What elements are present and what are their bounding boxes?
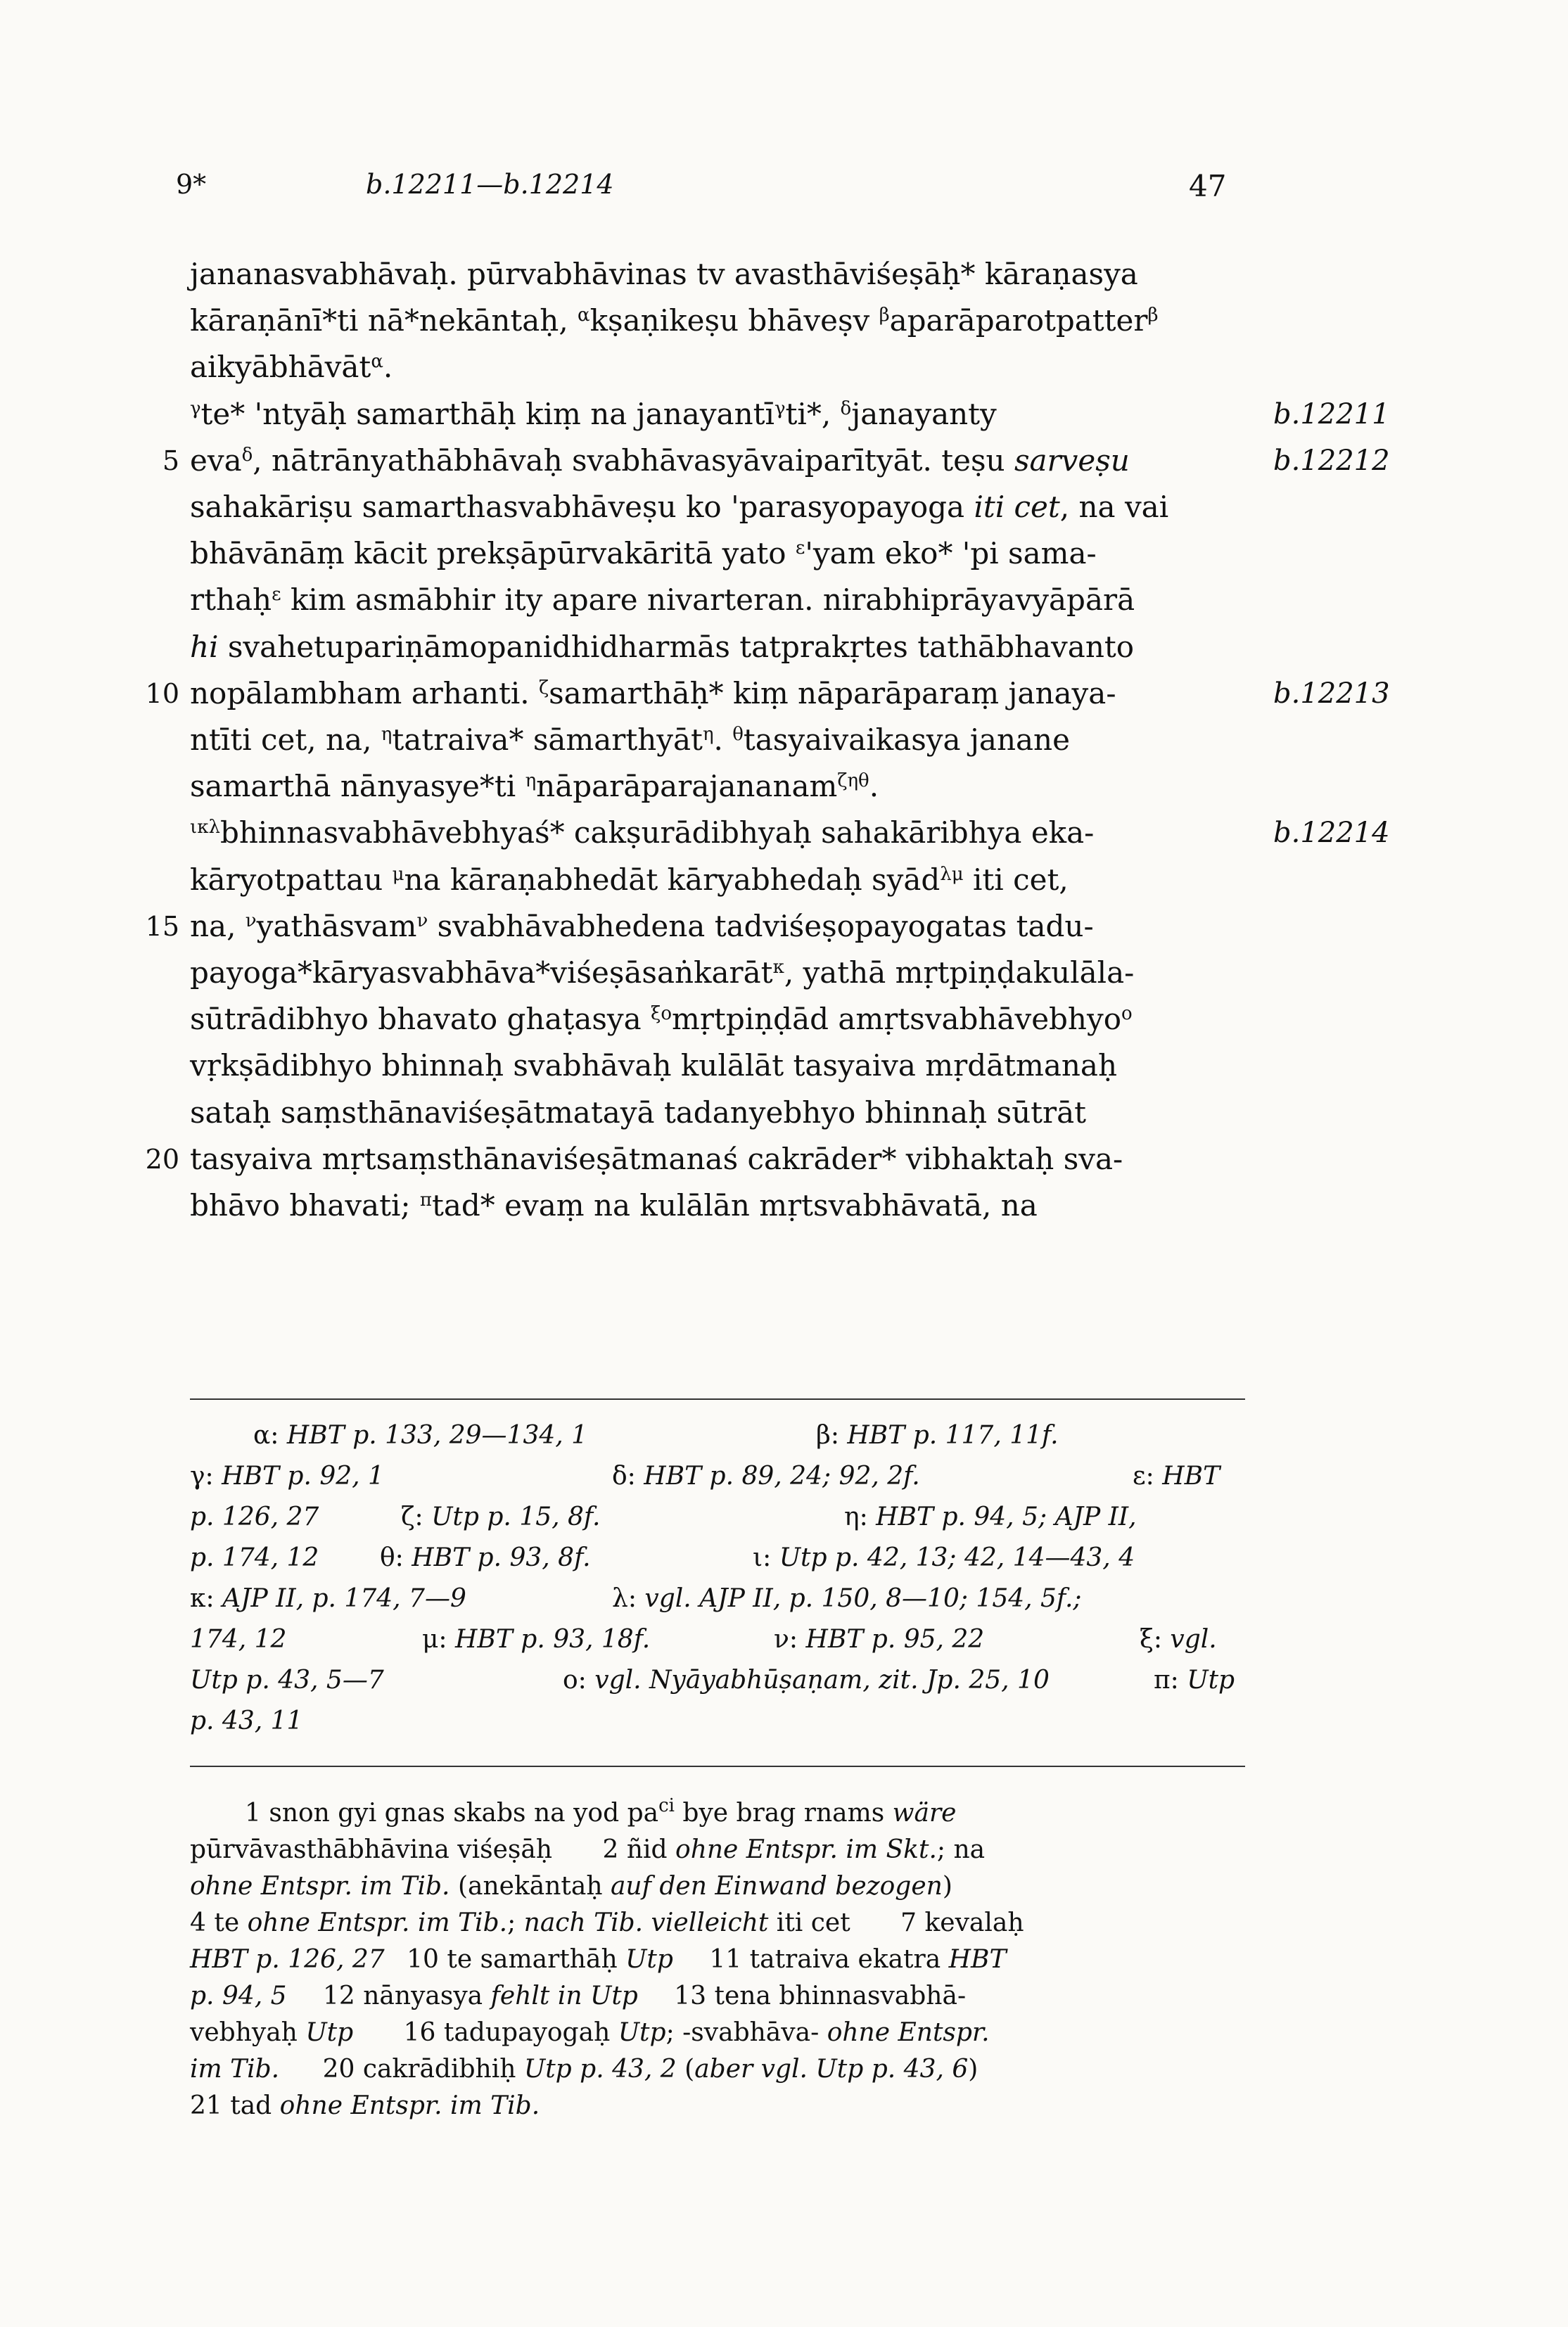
text-line: kāryotpattau $^\mu$na kāraṇabhedāt kāryabhedaḥ syād$^{\lambda\mu}$ iti cet, [190,862,1069,897]
footnote-divider [190,1398,1245,1400]
source-entry: ζ: Utp p. 15, 8f. [401,1503,601,1531]
source-entry: κ: AJP II, p. 174, 7—9 [190,1584,466,1613]
source-entry: δ: HBT p. 89, 24; 92, 2f. [612,1462,920,1491]
source-entry: p. 43, 11 [190,1707,303,1735]
source-line [190,1538,1231,1579]
note-line: vebhyaḥ Utp 16 tadupayogaḥ Utp; -svabhāva- ohne Entspr. [190,2018,990,2047]
text-line: bhāvānāṃ kācit prekṣāpūrvakāritā yato $^\varepsilon$'yam eko* 'pi sama- [190,536,1097,571]
line-number: 20 [145,1143,179,1175]
text-line: kāraṇānī*ti nā*nekāntaḥ, $^\alpha$kṣaṇikeṣu bhāveṣv $^\beta$aparāparotpatter$^\beta$ [190,303,1159,338]
text-line: sūtrādibhyo bhavato ghaṭasya $^{\xi o}$mṛtpiṇḍād amṛtsvabhāvebhyo$^o$ [190,1002,1133,1037]
note-line: p. 94, 5 12 nānyasya fehlt in Utp 13 tena bhinnasvabhā- [190,1982,967,2010]
text-line: payoga*kāryasvabhāva*viśeṣāsaṅkarāt$^\kappa$, yathā mṛtpiṇḍakulāla- [190,955,1135,990]
page-number: 47 [1189,169,1227,203]
source-line [190,1701,1231,1742]
source-entry: θ: HBT p. 93, 8f. [380,1543,591,1572]
notes-divider [190,1766,1245,1767]
source-line [190,1456,1231,1497]
source-entry: p. 126, 27 [190,1503,319,1531]
text-line: jananasvabhāvaḥ. pūrvabhāvinas tv avasthāviśeṣāḥ* kāraṇasya [190,257,1138,291]
line-number: 5 [162,445,179,476]
text-line: eva$^\delta$, nātrānyathābhāvaḥ svabhāvasyāvaiparītyāt. teṣu sarveṣu [190,442,1130,478]
note-line: ohne Entspr. im Tib. (anekāntaḥ auf den Einwand bezogen) [190,1872,952,1901]
text-line: ntīti cet, na, $^\eta$tatraiva* sāmarthyāt$^\eta$. $^\theta$tasyaivaikasya janane [190,722,1070,757]
source-entry: λ: vgl. AJP II, p. 150, 8—10; 154, 5f.; [612,1584,1082,1613]
text-line: $^{\iota\kappa\lambda}$bhinnasvabhāvebhyaś* cakṣurādibhyaḥ sahakāribhya eka- [190,815,1095,850]
margin-reference: b.12213 [1273,677,1390,710]
text-line: aikyābhāvāt$^\alpha$. [190,350,393,385]
source-entry: γ: HBT p. 92, 1 [190,1462,384,1491]
source-entry: p. 174, 12 [190,1543,319,1572]
source-entry: α: HBT p. 133, 29—134, 1 [253,1421,588,1450]
text-line: tasyaiva mṛtsaṃsthānaviśeṣātmanaś cakrāder* vibhaktaḥ sva- [190,1141,1123,1176]
text-line: sataḥ saṃsthānaviśeṣātmatayā tadanyebhyo bhinnaḥ sūtrāt [190,1095,1087,1130]
note-line: 21 tad ohne Entspr. im Tib. [190,2091,540,2120]
line-number: 15 [145,910,179,942]
text-line: bhāvo bhavati; $^\pi$tad* evaṃ na kulālān mṛtsvabhāvatā, na [190,1188,1038,1223]
source-entry: μ: HBT p. 93, 18f. [422,1625,651,1654]
source-line [190,1579,1231,1619]
note-line: HBT p. 126, 27 10 te samarthāḥ Utp 11 tatraiva ekatra HBT [190,1945,1007,1974]
note-line: pūrvāvasthābhāvina viśeṣāḥ 2 ñid ohne Entspr. im Skt.; na [190,1835,986,1864]
source-line [190,1415,1231,1456]
line-number: 10 [145,677,179,709]
source-entry: ν: HBT p. 95, 22 [774,1625,985,1654]
source-line [190,1497,1231,1538]
note-line: 4 te ohne Entspr. im Tib.; nach Tib. vielleicht iti cet 7 kevalaḥ [190,1908,1024,1937]
source-entry: ξ: vgl. [1140,1625,1217,1654]
text-line: hi svahetupariṇāmopanidhidharmās tatprakṛtes tathābhavanto [190,629,1135,664]
margin-reference: b.12211 [1273,397,1390,431]
header-signature: 9* [176,169,207,200]
header-range: b.12211—b.12214 [366,169,614,200]
source-entry: β: HBT p. 117, 11f. [816,1421,1059,1450]
text-line: $^\gamma$te* 'ntyāḥ samarthāḥ kiṃ na janayantī$^\gamma$ti*, $^\delta$janayanty [190,396,997,431]
critical-notes [190,1795,1238,2124]
source-entry: ι: Utp p. 42, 13; 42, 14—43, 4 [753,1543,1135,1572]
source-entry: ο: vgl. Nyāyabhūṣaṇam, zit. Jp. 25, 10 [563,1666,1050,1695]
text-line: rthaḥ$^\varepsilon$ kim asmābhir ity apare nivarteran. nirabhiprāyavyāpārā [190,582,1135,618]
source-entry: π: Utp [1154,1666,1235,1695]
source-entry: 174, 12 [190,1625,287,1654]
source-line [190,1660,1235,1701]
source-apparatus [190,1415,1235,1742]
source-entry: Utp p. 43, 5—7 [190,1666,384,1695]
text-line: samarthā nānyasye*ti $^\eta$nāparāparajananam$^{\zeta\eta\theta}$. [190,769,879,804]
text-line: vṛkṣādibhyo bhinnaḥ svabhāvaḥ kulālāt tasyaiva mṛdātmanaḥ [190,1048,1118,1083]
text-line: sahakāriṣu samarthasvabhāveṣu ko 'parasyopayoga iti cet, na vai [190,490,1169,524]
source-entry: η: HBT p. 94, 5; AJP II, [844,1503,1137,1531]
note-line: im Tib. 20 cakrādibhiḥ Utp p. 43, 2 (aber vgl. Utp p. 43, 6) [190,2055,979,2084]
note-line: 1 snon gyi gnas skabs na yod $pa^{ci}$ bye brag rnams wäre [245,1795,957,1828]
source-line [190,1619,1231,1660]
margin-reference: b.12214 [1273,817,1390,850]
text-line: na, $^\nu$yathāsvam$^\nu$ svabhāvabhedena tadviśeṣopayogatas tadu- [190,908,1094,943]
source-entry: ε: HBT [1133,1462,1220,1491]
text-line: nopālambham arhanti. $^\zeta$samarthāḥ* kiṃ nāparāparaṃ janaya- [190,675,1116,710]
margin-reference: b.12212 [1273,444,1390,477]
